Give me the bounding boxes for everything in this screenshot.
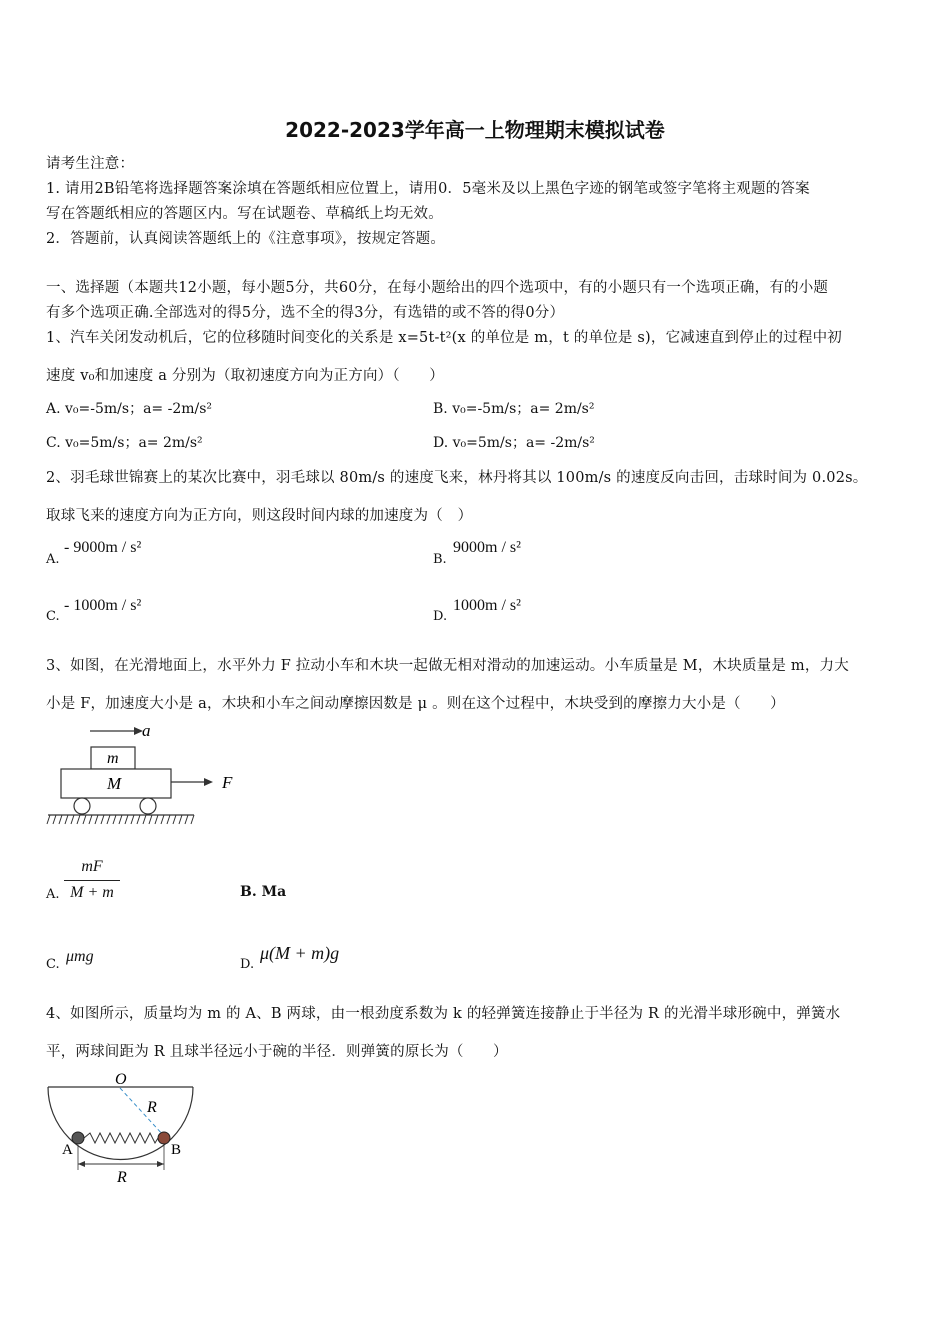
q1-option-b: B. v₀=-5m/s；a= 2m/s² bbox=[433, 401, 595, 417]
q1-option-c: C. v₀=5m/s；a= 2m/s² bbox=[46, 435, 203, 451]
notice-line-1b: 写在答题纸相应的答题区内。写在试题卷、草稿纸上均无效。 bbox=[46, 206, 443, 222]
q3-stem-line-2: 小是 F，加速度大小是 a，木块和小车之间动摩擦因数是 μ 。则在这个过程中，木块受到的摩擦力大小是（ ） bbox=[46, 696, 785, 712]
ball-A bbox=[72, 1132, 84, 1144]
notice-line-2: 2．答题前，认真阅读答题纸上的《注意事项》，按规定答题。 bbox=[46, 231, 446, 247]
ball-B bbox=[158, 1132, 170, 1144]
q3-option-d-value: μ(M + m)g bbox=[260, 943, 340, 963]
q2-stem-line-1: 2、羽毛球世锦赛上的某次比赛中，羽毛球以 80m/s 的速度飞来，林丹将其以 100m/s 的速度反向击回，击球时间为 0.02s。 bbox=[46, 470, 868, 486]
q2-option-a-label: A. bbox=[46, 552, 60, 567]
notice-line-1a: 1. 请用2B铅笔将选择题答案涂填在答题纸相应位置上，请用0．5毫米及以上黑色字迹的钢笔或签字笔将主观题的答案 bbox=[46, 181, 810, 197]
label-m: m bbox=[107, 750, 119, 767]
q3-option-a-label: A. bbox=[46, 887, 60, 902]
label-B: B bbox=[171, 1142, 182, 1158]
q3-stem-line-1: 3、如图，在光滑地面上，水平外力 F 拉动小车和木块一起做无相对滑动的加速运动。小车质量是 M，木块质量是 m，力大 bbox=[46, 658, 849, 674]
page-title: 2022-2023学年高一上物理期末模拟试卷 bbox=[285, 118, 665, 142]
q2-option-a-value: - 9000m / s² bbox=[64, 539, 142, 556]
q3-option-a-numerator: mF bbox=[81, 858, 103, 875]
notice-heading: 请考生注意： bbox=[46, 156, 135, 172]
cart-block-figure bbox=[44, 718, 254, 830]
radius-line bbox=[120, 1088, 164, 1136]
label-R-slant: R bbox=[147, 1099, 157, 1116]
section-intro-line-1: 一、选择题（本题共12小题，每小题5分，共60分，在每小题给出的四个选项中，有的小题只有一个选项正确，有的小题 bbox=[46, 280, 829, 296]
q4-stem-line-1: 4、如图所示，质量均为 m 的 A、B 两球，由一根劲度系数为 k 的轻弹簧连接静止于半径为 R 的光滑半球形碗中，弹簧水 bbox=[46, 1006, 841, 1022]
section-intro-line-2: 有多个选项正确.全部选对的得5分，选不全的得3分，有选错的或不答的得0分） bbox=[46, 305, 565, 321]
q4-stem-line-2: 平，两球间距为 R 且球半径远小于碗的半径．则弹簧的原长为（ ） bbox=[46, 1044, 508, 1060]
label-A: A bbox=[62, 1142, 73, 1158]
wheel-right bbox=[140, 798, 156, 814]
q2-stem-line-2: 取球飞来的速度方向为正方向，则这段时间内球的加速度为（ ） bbox=[46, 508, 473, 524]
q3-option-a-denominator: M + m bbox=[70, 884, 114, 901]
q3-option-c-value: μmg bbox=[66, 948, 94, 965]
q1-option-a: A. v₀=-5m/s；a= -2m/s² bbox=[46, 401, 213, 417]
q3-option-c-label: C. bbox=[46, 957, 60, 972]
spring bbox=[84, 1133, 158, 1143]
q1-stem-line-2: 速度 v₀和加速度 a 分别为（取初速度方向为正方向）（ ） bbox=[46, 368, 444, 384]
q3-option-d-label: D. bbox=[240, 957, 255, 972]
q1-stem-line-1: 1、汽车关闭发动机后，它的位移随时间变化的关系是 x=5t-t²(x 的单位是 m，t 的单位是 s)，它减速直到停止的过程中初 bbox=[46, 330, 842, 346]
q2-option-d-value: 1000m / s² bbox=[453, 597, 521, 614]
label-a: a bbox=[142, 721, 151, 740]
q2-option-b-label: B. bbox=[433, 552, 447, 567]
label-M: M bbox=[107, 774, 122, 793]
label-O: O bbox=[115, 1071, 127, 1088]
label-R-bottom: R bbox=[117, 1169, 127, 1186]
q3-option-a-fraction-bar bbox=[64, 880, 120, 881]
bowl-spring-figure bbox=[40, 1066, 205, 1191]
q2-option-d-label: D. bbox=[433, 609, 448, 624]
wheel-left bbox=[74, 798, 90, 814]
q2-option-c-value: - 1000m / s² bbox=[64, 597, 142, 614]
q3-option-b: B. Ma bbox=[240, 884, 287, 900]
q2-option-c-label: C. bbox=[46, 609, 60, 624]
q1-option-d: D. v₀=5m/s；a= -2m/s² bbox=[433, 435, 595, 451]
label-F: F bbox=[222, 773, 233, 792]
q2-option-b-value: 9000m / s² bbox=[453, 539, 521, 556]
